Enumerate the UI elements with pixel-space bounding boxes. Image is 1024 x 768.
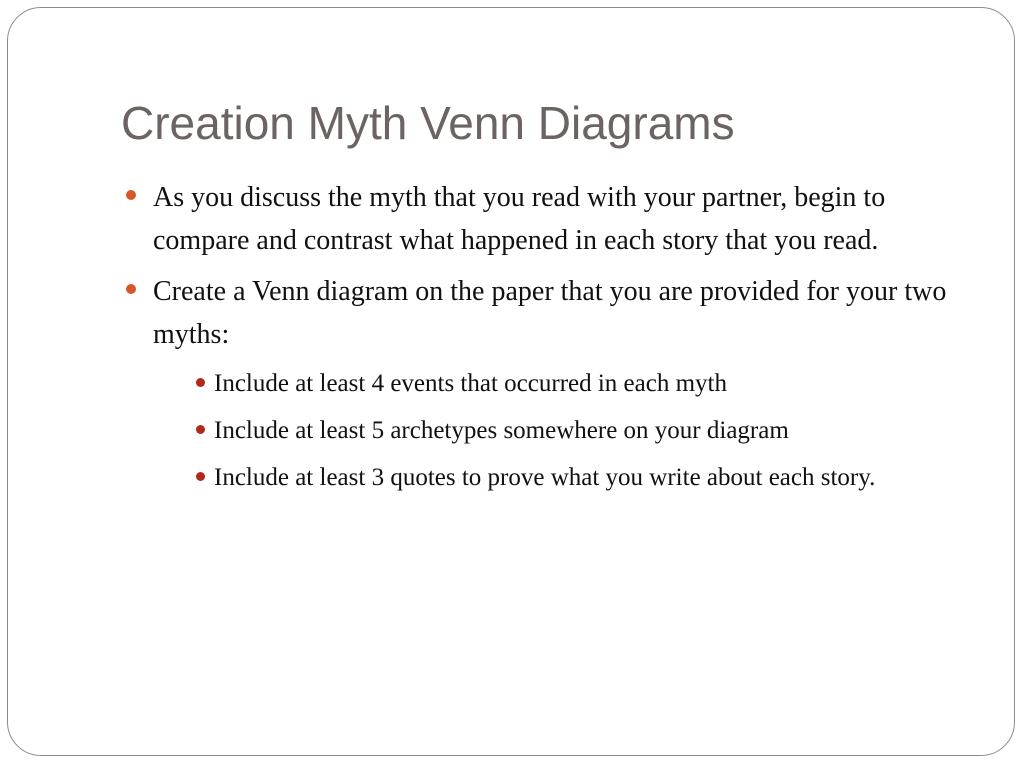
bullet-item-discuss-myth xyxy=(121,176,981,262)
circle-bullet-icon xyxy=(196,472,205,481)
sub-bullet-text: Include at least 3 quotes to prove what you write about each story. xyxy=(214,464,876,491)
sub-bullet-text: Include at least 5 archetypes somewhere on your diagram xyxy=(214,417,789,444)
circle-bullet-icon xyxy=(196,425,205,434)
slide-frame xyxy=(7,7,1015,756)
slide-title: Creation Myth Venn Diagrams xyxy=(121,97,735,149)
circle-bullet-icon xyxy=(126,284,136,294)
circle-bullet-icon xyxy=(196,378,205,387)
sub-bullet-list xyxy=(153,364,981,498)
bullet-text: Create a Venn diagram on the paper that you are provided for your two myths: xyxy=(153,276,947,350)
sub-bullet-item-archetypes xyxy=(153,411,981,451)
sub-bullet-text: Include at least 4 events that occurred in each myth xyxy=(214,370,727,397)
bullet-item-create-venn xyxy=(121,270,981,498)
sub-bullet-item-events xyxy=(153,364,981,404)
slide-content xyxy=(121,176,981,506)
bullet-text: As you discuss the myth that you read with your partner, begin to compare and contrast what happened in each story that you read. xyxy=(153,182,886,256)
circle-bullet-icon xyxy=(126,190,136,200)
bullet-list xyxy=(121,176,981,498)
sub-bullet-item-quotes xyxy=(153,458,981,498)
